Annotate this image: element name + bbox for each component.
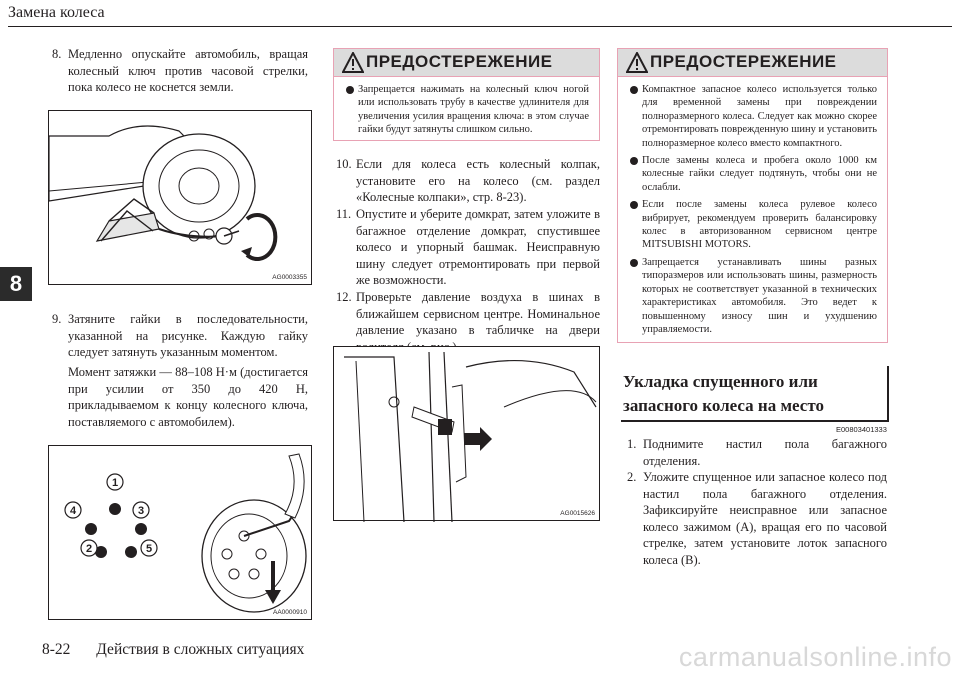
bullet-icon bbox=[630, 201, 638, 209]
warning-1-item bbox=[342, 83, 589, 137]
figure-3-code: AG0015626 bbox=[560, 510, 595, 517]
sequence-label-3: 3 bbox=[137, 505, 145, 517]
torque-note: Момент затяжки — 88–108 Н·м (достигается при усилии от 350 до 420 Н, прикладываемом к концу колесного ключа, поставляемого с автомобилем). bbox=[68, 365, 308, 429]
step-8-text: Медленно опускайте автомобиль, вращая колесный ключ против часовой стрелки, пока колесо не коснется земли. bbox=[68, 47, 308, 94]
warning-triangle-icon bbox=[342, 52, 364, 73]
step-2-text: Уложите спущенное или запасное колесо под настил пола багажного отделения. Зафиксируйте неисправное или запасное колесо зажимом (A), вращая его по часовой стрелке, затем установите лоток запасного колеса (B). bbox=[643, 470, 887, 567]
heading-bar bbox=[887, 366, 889, 422]
warning-2-item-1 bbox=[626, 83, 877, 150]
step-9-number: 9. bbox=[52, 312, 62, 326]
warning-2-item-3 bbox=[626, 198, 877, 252]
step-11 bbox=[336, 206, 600, 289]
warning-2-header bbox=[618, 49, 887, 77]
warning-2-item-2 bbox=[626, 154, 877, 194]
nut-sequence-illustration bbox=[49, 446, 313, 621]
sequence-label-5: 5 bbox=[145, 543, 153, 555]
header-title: Замена колеса bbox=[8, 4, 105, 21]
header-rule bbox=[8, 26, 952, 27]
warning-triangle-icon bbox=[626, 52, 648, 73]
step-11-text: Опустите и уберите домкрат, затем уложите в багажное отделение домкрат, спустившее колесо и упорный башмак. Неисправную шину следует отремонтировать при первой же возможности. bbox=[356, 207, 600, 287]
step-1-text: Поднимите настил пола багажного отделения. bbox=[643, 437, 887, 468]
figure-door-label bbox=[333, 346, 600, 521]
step-10-text: Если для колеса есть колесный колпак, установите его на колесо (см. раздел «Колесные колпаки», стр. 8-23). bbox=[356, 157, 600, 204]
warning-1-header bbox=[334, 49, 599, 77]
warning-2-item-4-text: Запрещается устанавливать шины разных типоразмеров или использовать шины, размерность которых не соответствует указанной в технических характеристиках автомобиля. Это ведет к повышенному износу шин и ухудшению управляемости. bbox=[642, 256, 877, 335]
footer bbox=[42, 641, 304, 659]
step-2 bbox=[627, 469, 887, 568]
sequence-label-2: 2 bbox=[85, 543, 93, 555]
warning-box-1 bbox=[333, 48, 600, 141]
figure-tightening-sequence bbox=[48, 445, 312, 620]
warning-2-item-1-text: Компактное запасное колесо используется только для временной замены при повреждении полноразмерного колеса. Следует как можно скорее отремонтировать поврежденную шину и установить полноразмерное колесо вместо компактного. bbox=[642, 84, 877, 149]
page-number: 8-22 bbox=[42, 641, 71, 658]
step-10 bbox=[336, 156, 600, 206]
subsection-heading bbox=[621, 366, 889, 422]
warning-2-item-4 bbox=[626, 256, 877, 336]
step-1 bbox=[627, 436, 887, 469]
bullet-icon bbox=[346, 86, 354, 94]
sequence-label-1: 1 bbox=[111, 477, 119, 489]
warning-1-title: ПРЕДОСТЕРЕЖЕНИЕ bbox=[366, 52, 553, 71]
step-12-text: Проверьте давление воздуха в шинах в ближайшем сервисном центре. Номинальное давление указано в табличке на двери bbox=[356, 290, 600, 337]
step-12-number: 12. bbox=[336, 290, 352, 304]
figure-2-code: AA0000910 bbox=[273, 609, 307, 616]
warning-2-title: ПРЕДОСТЕРЕЖЕНИЕ bbox=[650, 52, 837, 71]
sequence-label-4: 4 bbox=[69, 505, 77, 517]
jack-illustration bbox=[49, 111, 313, 286]
figure-1-code: AG0003355 bbox=[272, 274, 307, 281]
door-pillar-illustration bbox=[334, 347, 601, 522]
step-9-text: Затяните гайки в последовательности, указанной на рисунке. Каждую гайку следует затянуть указанным моментом. bbox=[68, 312, 308, 359]
step-1-number: 1. bbox=[627, 437, 637, 451]
section-tab: 8 bbox=[0, 267, 32, 301]
bullet-icon bbox=[630, 157, 638, 165]
step-11-number: 11. bbox=[336, 207, 352, 221]
warning-2-item-2-text: После замены колеса и пробега около 1000 км колесные гайки следует подтянуть, чтобы они не ослабли. bbox=[642, 155, 877, 193]
bullet-icon bbox=[630, 86, 638, 94]
step-9 bbox=[52, 311, 308, 361]
step-8 bbox=[52, 46, 308, 96]
step-2-number: 2. bbox=[627, 470, 637, 484]
step-8-number: 8. bbox=[52, 47, 62, 61]
warning-1-item-text: Запрещается нажимать на колесный ключ ногой или использовать трубу в качестве удлинителя для увеличения усилия вращения ключа: в этом случае гайки будут затянуты слишком сильно. bbox=[358, 84, 589, 136]
warning-box-2 bbox=[617, 48, 888, 343]
watermark: carmanualsonline.info bbox=[678, 642, 952, 672]
step-10-number: 10. bbox=[336, 157, 352, 171]
chapter-title: Действия в сложных ситуациях bbox=[96, 641, 305, 658]
subsection-title: Укладка спущенного или запасного колеса на место bbox=[623, 372, 824, 415]
figure-lowering-jack bbox=[48, 110, 312, 285]
warning-2-item-3-text: Если после замены колеса рулевое колесо вибрирует, рекомендуем проверить балансировку колес в авторизованном сервисном центре MITSUBISHI MOTORS. bbox=[642, 199, 877, 251]
bullet-icon bbox=[630, 259, 638, 267]
subsection-code: E00803401333 bbox=[836, 425, 887, 434]
